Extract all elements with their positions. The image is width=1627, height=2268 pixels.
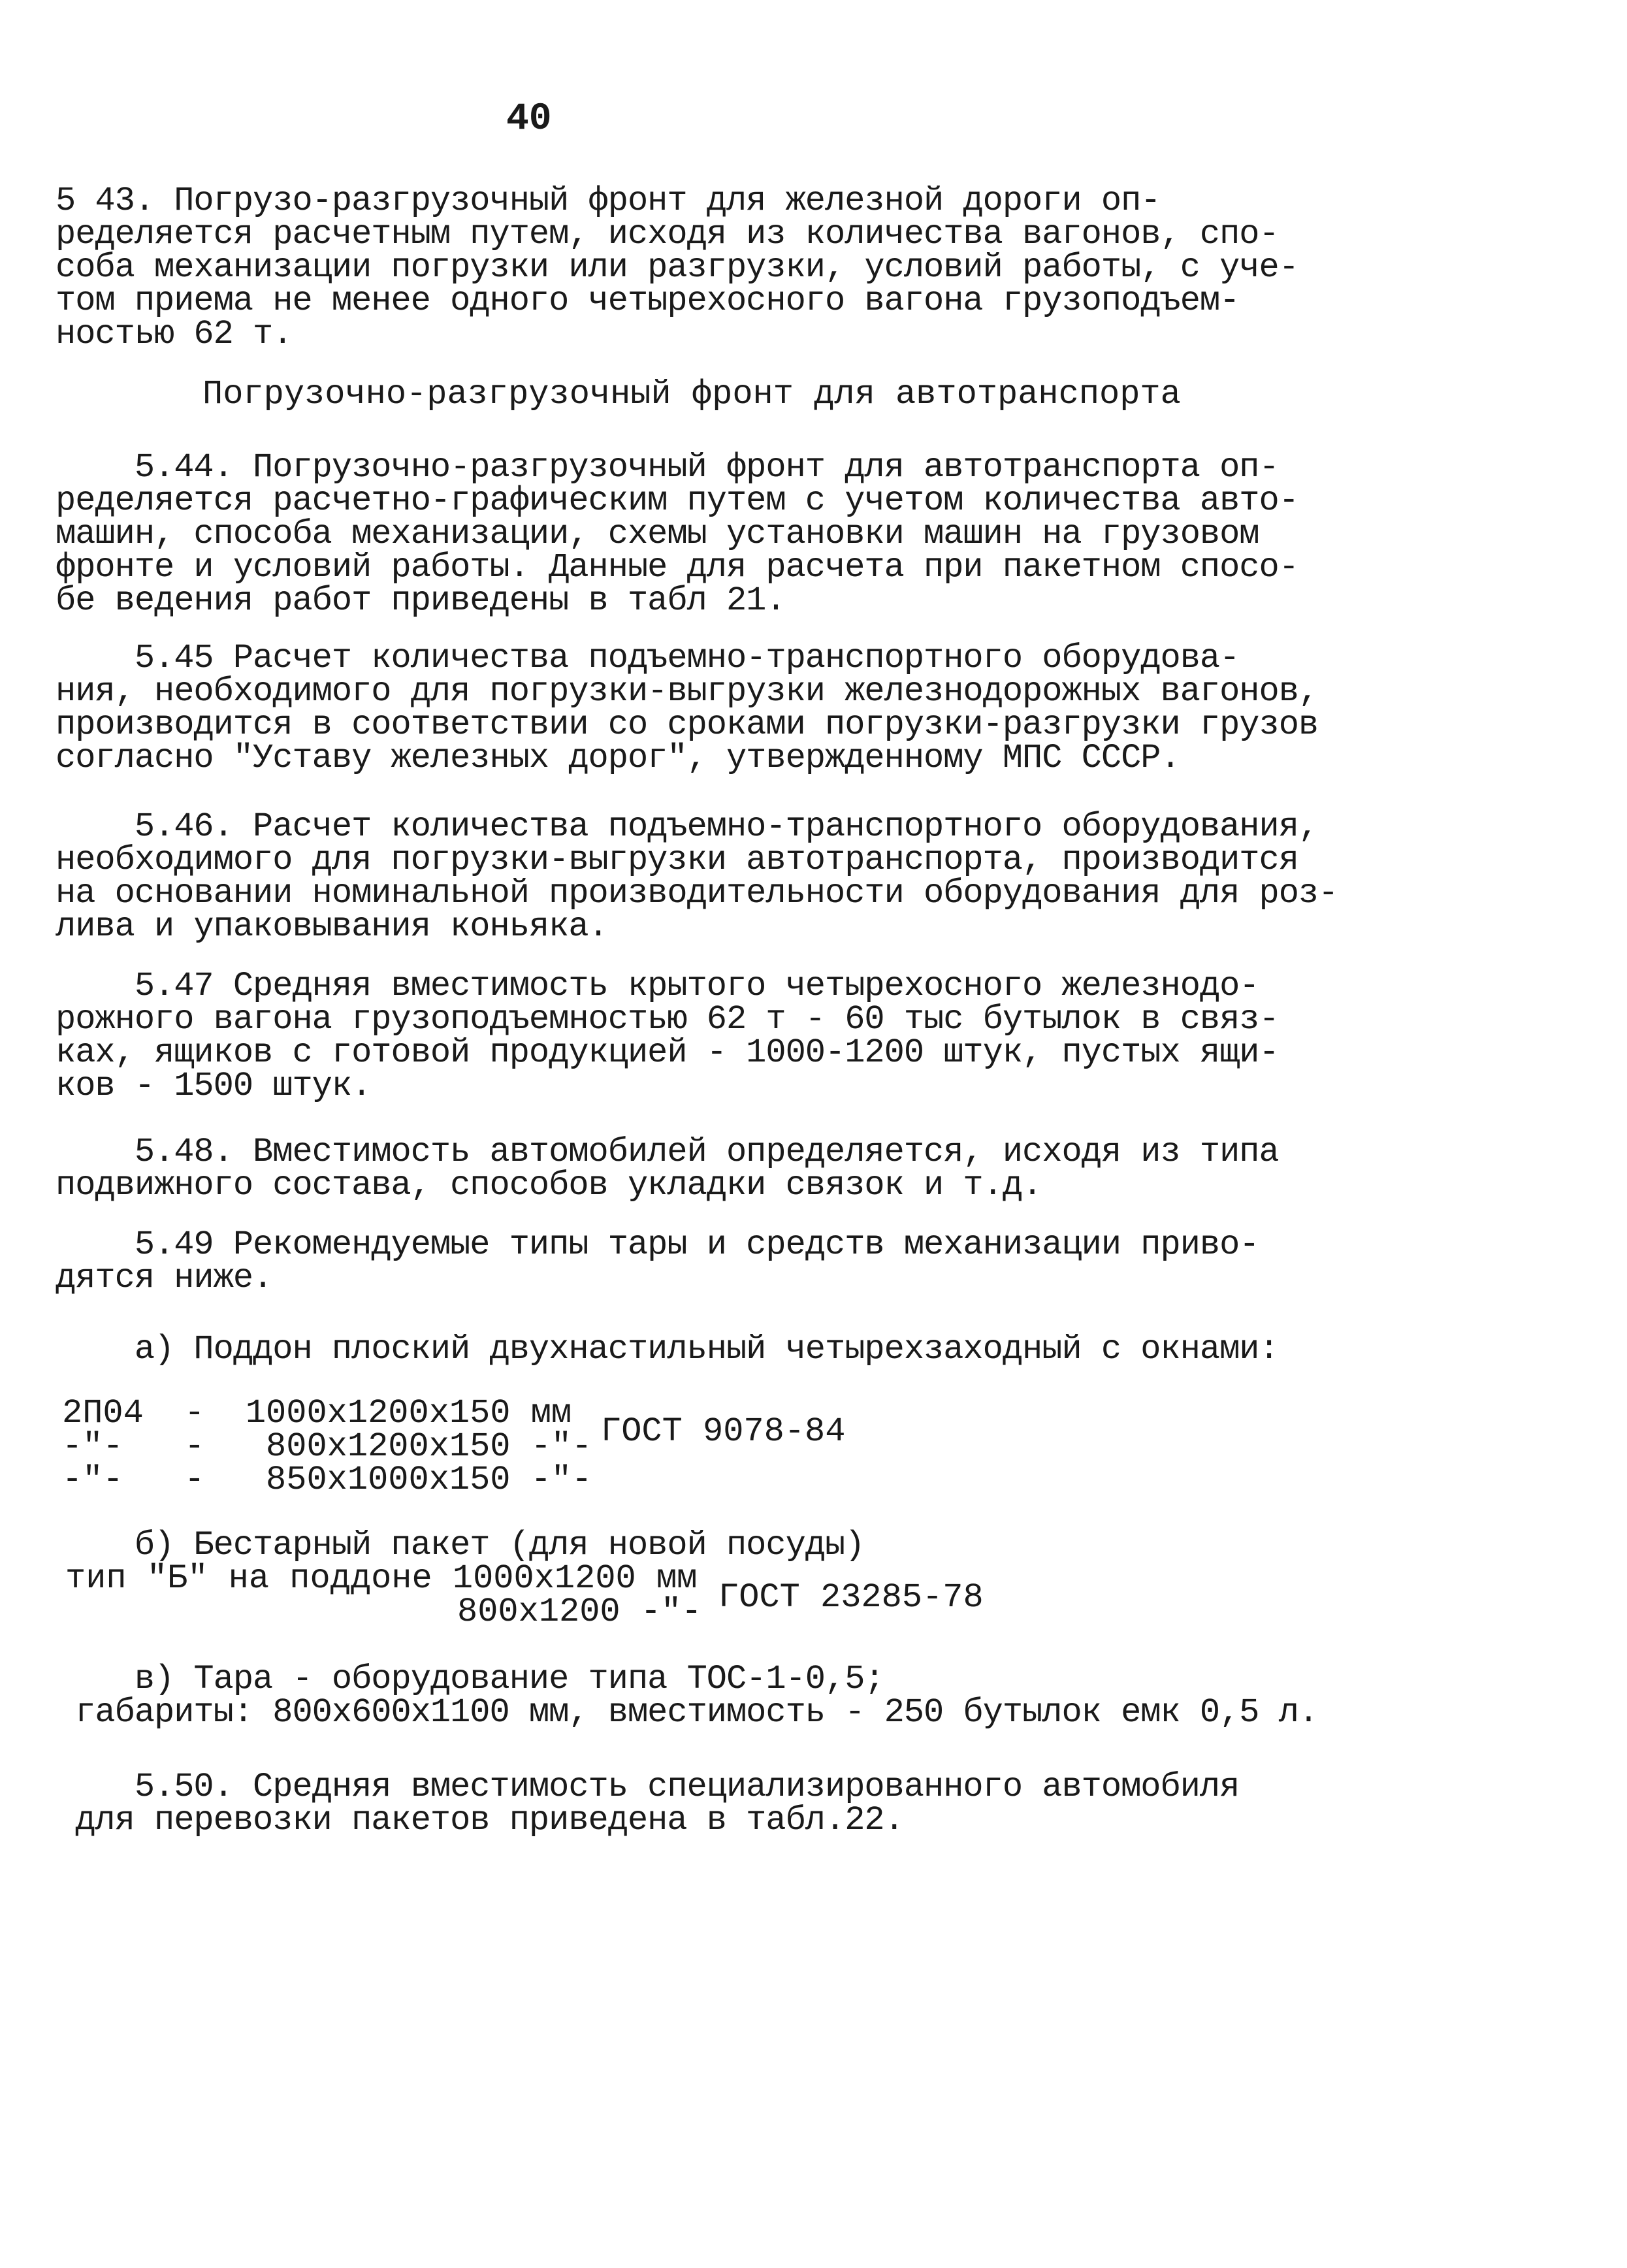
paragraph-5-47: 5.47 Средняя вместимость крытого четырехосного железнодо- рожного вагона грузоподъемностью 62 т - 60 тыс бутылок в связ- ках, ящиков с готовой продукцией - 1000-1200 штук, пустых ящи- ков - 1500 штук. — [56, 967, 1279, 1105]
paragraph-5-46: 5.46. Расчет количества подъемно-транспортного оборудования, необходимого для погрузки-выгрузки автотранспорта, производится на основании номинальной производительности оборудования для роз- лива и упаковывания коньяка. — [56, 807, 1338, 946]
paragraph-5-43: 5 43. Погрузо-разгрузочный фронт для железной дороги оп- ределяется расчетным путем, исходя из количества вагонов, спо- соба механизации погрузки или разгрузки, условий работы, с уче- том приема не менее одного четырехосного вагона грузоподъем- ностью 62 т. — [56, 182, 1298, 353]
pallet-row: -"- - 850х1000х150 -"- — [62, 1461, 592, 1499]
paragraph-5-48: 5.48. Вместимость автомобилей определяется, исходя из типа подвижного состава, способов укладки связок и т.д. — [56, 1133, 1279, 1205]
paragraph-5-45: 5.45 Расчет количества подъемно-транспортного оборудова- ния, необходимого для погрузки-выгрузки железнодорожных вагонов, производится в соответствии со сроками погрузки-разгрузки грузов согласно "Уставу железных дорог", утвержденному МПС СССР. — [56, 639, 1319, 777]
paragraph-5-50: 5.50. Средняя вместимость специализированного автомобиля для перевозки пакетов приведена в табл.22. — [75, 1768, 1240, 1839]
paragraph-5-44: 5.44. Погрузочно-разгрузочный фронт для автотранспорта оп- ределяется расчетно-графическим путем с учетом количества авто- машин, способа механизации, схемы установки машин на грузовом фронте и условий работы. Данные для расчета при пакетном спосо- бе ведения работ приведены в табл 21. — [56, 448, 1298, 620]
item-c-container: в) Тара - оборудование типа ТОС-1-0,5; габариты: 800х600х1100 мм, вместимость - 250 бутылок емк 0,5 л. — [75, 1660, 1319, 1732]
section-heading: Погрузочно-разгрузочный фронт для автотранспорта — [202, 375, 1181, 413]
item-a-pallet: а) Поддон плоский двухнастильный четырехзаходный с окнами: — [56, 1330, 1279, 1369]
page-number: 40 — [506, 98, 552, 140]
pallet-row: -"- - 800х1200х150 -"- — [62, 1427, 592, 1466]
paragraph-5-49: 5.49 Рекомендуемые типы тары и средств механизации приво- дятся ниже. — [56, 1225, 1259, 1297]
pallet-row: 2П04 - 1000х1200х150 мм — [62, 1394, 572, 1433]
item-b-title: б) Бестарный пакет (для новой посуды) — [56, 1526, 865, 1564]
gost-reference-b: ГОСТ 23285-78 — [718, 1578, 984, 1617]
item-b-line: тип "Б" на поддоне 1000х1200 мм — [65, 1559, 698, 1598]
item-b-line: 800х1200 -"- — [457, 1593, 702, 1631]
gost-reference-a: ГОСТ 9078-84 — [601, 1412, 846, 1451]
